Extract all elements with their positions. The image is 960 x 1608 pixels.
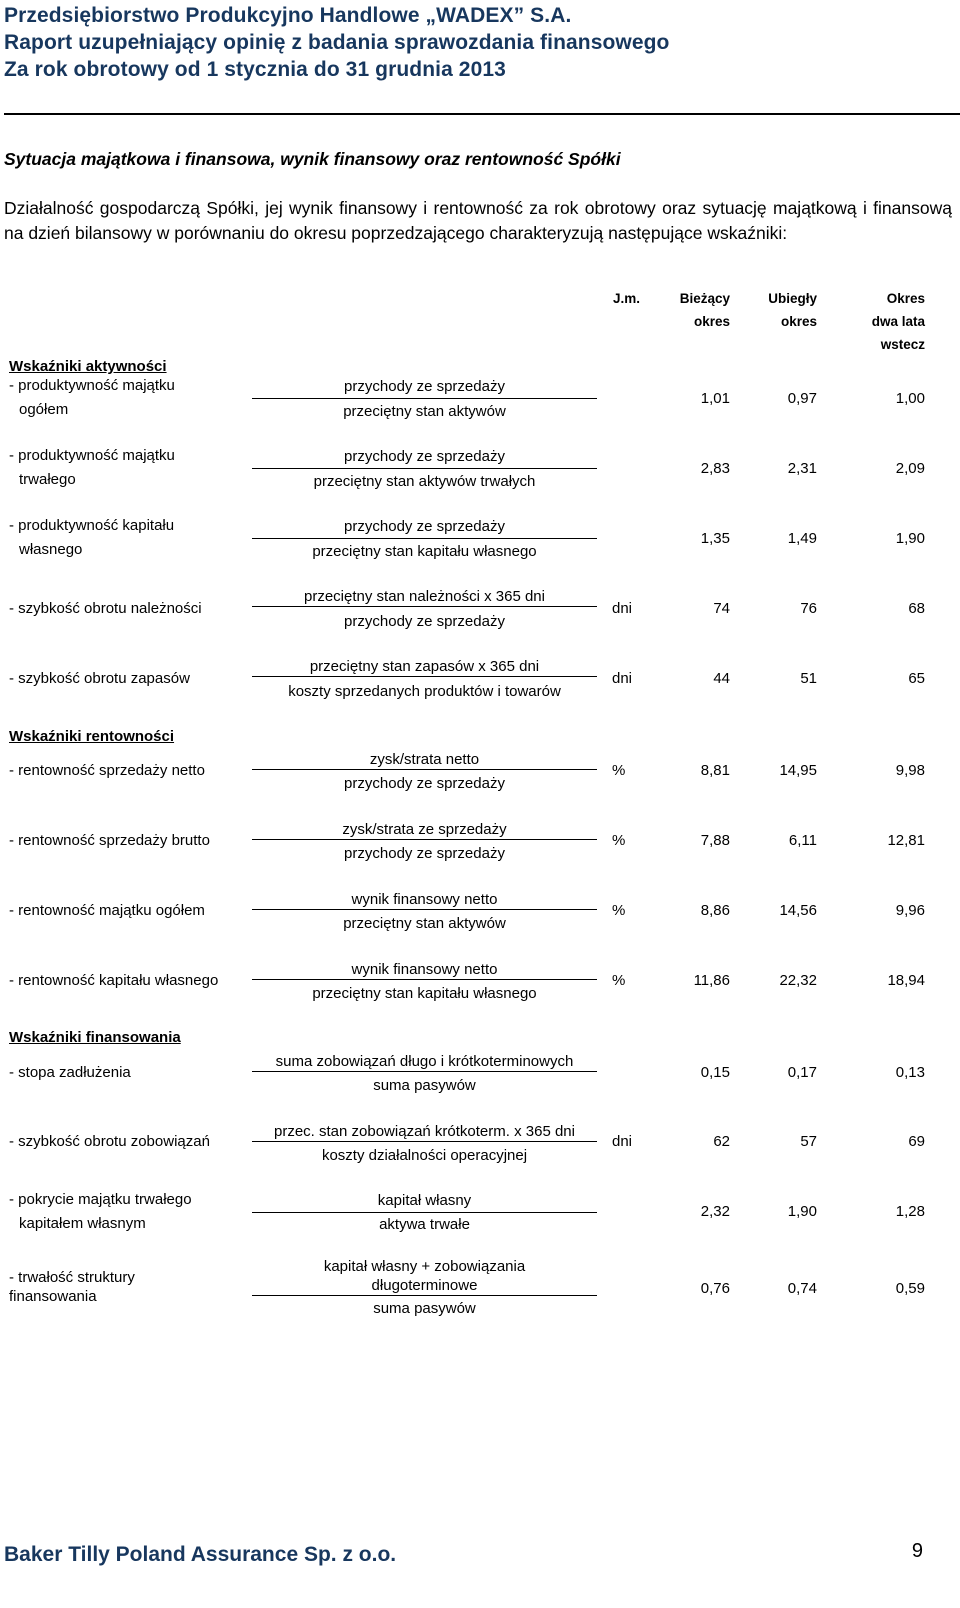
- ratio-label: - trwałość struktury finansowania: [9, 1269, 135, 1305]
- value-current: 1,35: [700, 530, 730, 547]
- report-company-title: Przedsiębiorstwo Produkcyjno Handlowe „WADEX” S.A.: [4, 4, 572, 27]
- report-title: Raport uzupełniający opinię z badania sprawozdania finansowego: [4, 31, 670, 54]
- value-current: 11,86: [693, 972, 730, 989]
- column-header-unit: J.m.: [612, 291, 640, 306]
- value-two-years: 18,94: [887, 972, 925, 989]
- value-current: 44: [713, 670, 730, 687]
- ratio-label: - pokrycie majątku trwałego kapitałem własnym: [9, 1191, 192, 1232]
- group-heading-financing: Wskaźniki finansowania: [9, 1029, 181, 1046]
- value-two-years: 9,98: [895, 762, 925, 779]
- value-previous: 0,17: [787, 1064, 817, 1081]
- ratio-formula: przychody ze sprzedaży przeciętny stan aktywów: [252, 378, 597, 426]
- value-current: 8,81: [700, 762, 730, 779]
- ratio-label: - rentowność sprzedaży netto: [9, 762, 205, 779]
- report-period: Za rok obrotowy od 1 stycznia do 31 grudnia 2013: [4, 58, 506, 81]
- ratio-formula: przec. stan zobowiązań krótkoterm. x 365 dni koszty działalności operacyjnej: [252, 1123, 597, 1171]
- unit-label: dni: [612, 600, 633, 617]
- column-header-current: Bieżący okres: [679, 291, 730, 329]
- value-two-years: 12,81: [887, 832, 925, 849]
- ratio-formula: suma zobowiązań długo i krótkoterminowych suma pasywów: [252, 1053, 597, 1101]
- intro-paragraph: Działalność gospodarczą Spółki, jej wynik finansowy i rentowność za rok obrotowy oraz sytuację majątkową i finansową na dzień bilansowy w porównaniu do okresu poprzedzającego charakteryzują następujące wskaźniki:: [4, 198, 952, 243]
- ratio-formula: wynik finansowy netto przeciętny stan kapitału własnego: [252, 961, 597, 1009]
- value-current: 2,32: [700, 1203, 730, 1220]
- value-previous: 51: [800, 670, 817, 687]
- ratio-formula: zysk/strata netto przychody ze sprzedaży: [252, 751, 597, 799]
- value-previous: 14,95: [779, 762, 817, 779]
- unit-label: %: [612, 832, 626, 849]
- ratio-label: - szybkość obrotu należności: [9, 600, 202, 617]
- page-number: 9: [911, 1540, 923, 1562]
- value-two-years: 69: [908, 1133, 925, 1150]
- unit-label: %: [612, 902, 626, 919]
- value-two-years: 1,28: [895, 1203, 925, 1220]
- footer-company: Baker Tilly Poland Assurance Sp. z o.o.: [4, 1543, 397, 1566]
- ratio-formula: wynik finansowy netto przeciętny stan aktywów: [252, 891, 597, 939]
- value-current: 1,01: [700, 390, 730, 407]
- ratio-formula: kapitał własny + zobowiązania długoterminowe suma pasywów: [252, 1257, 597, 1321]
- unit-label: %: [612, 762, 626, 779]
- ratio-label: - rentowność sprzedaży brutto: [9, 832, 210, 849]
- ratio-formula: przychody ze sprzedaży przeciętny stan kapitału własnego: [252, 518, 597, 566]
- value-two-years: 1,90: [895, 530, 925, 547]
- value-previous: 22,32: [779, 972, 817, 989]
- value-current: 74: [713, 600, 730, 617]
- value-current: 62: [713, 1133, 730, 1150]
- value-previous: 14,56: [779, 902, 817, 919]
- value-current: 0,15: [700, 1064, 730, 1081]
- header-divider: [4, 113, 960, 115]
- value-previous: 1,90: [787, 1203, 817, 1220]
- value-two-years: 0,59: [895, 1280, 925, 1297]
- value-previous: 1,49: [787, 530, 817, 547]
- value-current: 2,83: [700, 460, 730, 477]
- column-header-previous: Ubiegły okres: [768, 291, 817, 329]
- value-current: 0,76: [700, 1280, 730, 1297]
- ratio-formula: przychody ze sprzedaży przeciętny stan aktywów trwałych: [252, 448, 597, 496]
- ratio-label: - szybkość obrotu zapasów: [9, 670, 190, 687]
- unit-label: dni: [612, 1133, 633, 1150]
- value-two-years: 68: [908, 600, 925, 617]
- value-two-years: 1,00: [895, 390, 925, 407]
- unit-label: %: [612, 972, 626, 989]
- unit-label: dni: [612, 670, 633, 687]
- ratio-formula: zysk/strata ze sprzedaży przychody ze sprzedaży: [252, 821, 597, 869]
- value-two-years: 65: [908, 670, 925, 687]
- ratio-label: - produktywność kapitału własnego: [9, 517, 175, 558]
- ratio-label: - rentowność kapitału własnego: [9, 972, 219, 989]
- ratio-label: - produktywność majątku trwałego: [9, 447, 175, 488]
- value-previous: 6,11: [788, 832, 817, 849]
- ratio-formula: przeciętny stan należności x 365 dni przychody ze sprzedaży: [252, 588, 597, 636]
- ratio-formula: kapitał własny aktywa trwałe: [252, 1192, 597, 1240]
- group-heading-activity: Wskaźniki aktywności: [9, 358, 167, 375]
- value-previous: 76: [800, 600, 817, 617]
- ratio-label: - szybkość obrotu zobowiązań: [9, 1133, 210, 1150]
- value-two-years: 9,96: [895, 902, 925, 919]
- ratio-label: - stopa zadłużenia: [9, 1064, 131, 1081]
- value-previous: 0,74: [787, 1280, 817, 1297]
- value-two-years: 0,13: [895, 1064, 925, 1081]
- column-header-two-years: Okres dwa lata wstecz: [871, 291, 925, 352]
- value-two-years: 2,09: [895, 460, 925, 477]
- ratio-label: - rentowność majątku ogółem: [9, 902, 205, 919]
- value-current: 8,86: [700, 902, 730, 919]
- value-previous: 0,97: [787, 390, 817, 407]
- group-heading-profitability: Wskaźniki rentowności: [9, 728, 175, 745]
- section-title: Sytuacja majątkowa i finansowa, wynik finansowy oraz rentowność Spółki: [4, 149, 621, 169]
- value-previous: 57: [800, 1133, 817, 1150]
- ratio-label: - produktywność majątku ogółem: [9, 377, 175, 418]
- value-previous: 2,31: [787, 460, 817, 477]
- ratio-formula: przeciętny stan zapasów x 365 dni koszty sprzedanych produktów i towarów: [252, 658, 597, 706]
- value-current: 7,88: [700, 832, 730, 849]
